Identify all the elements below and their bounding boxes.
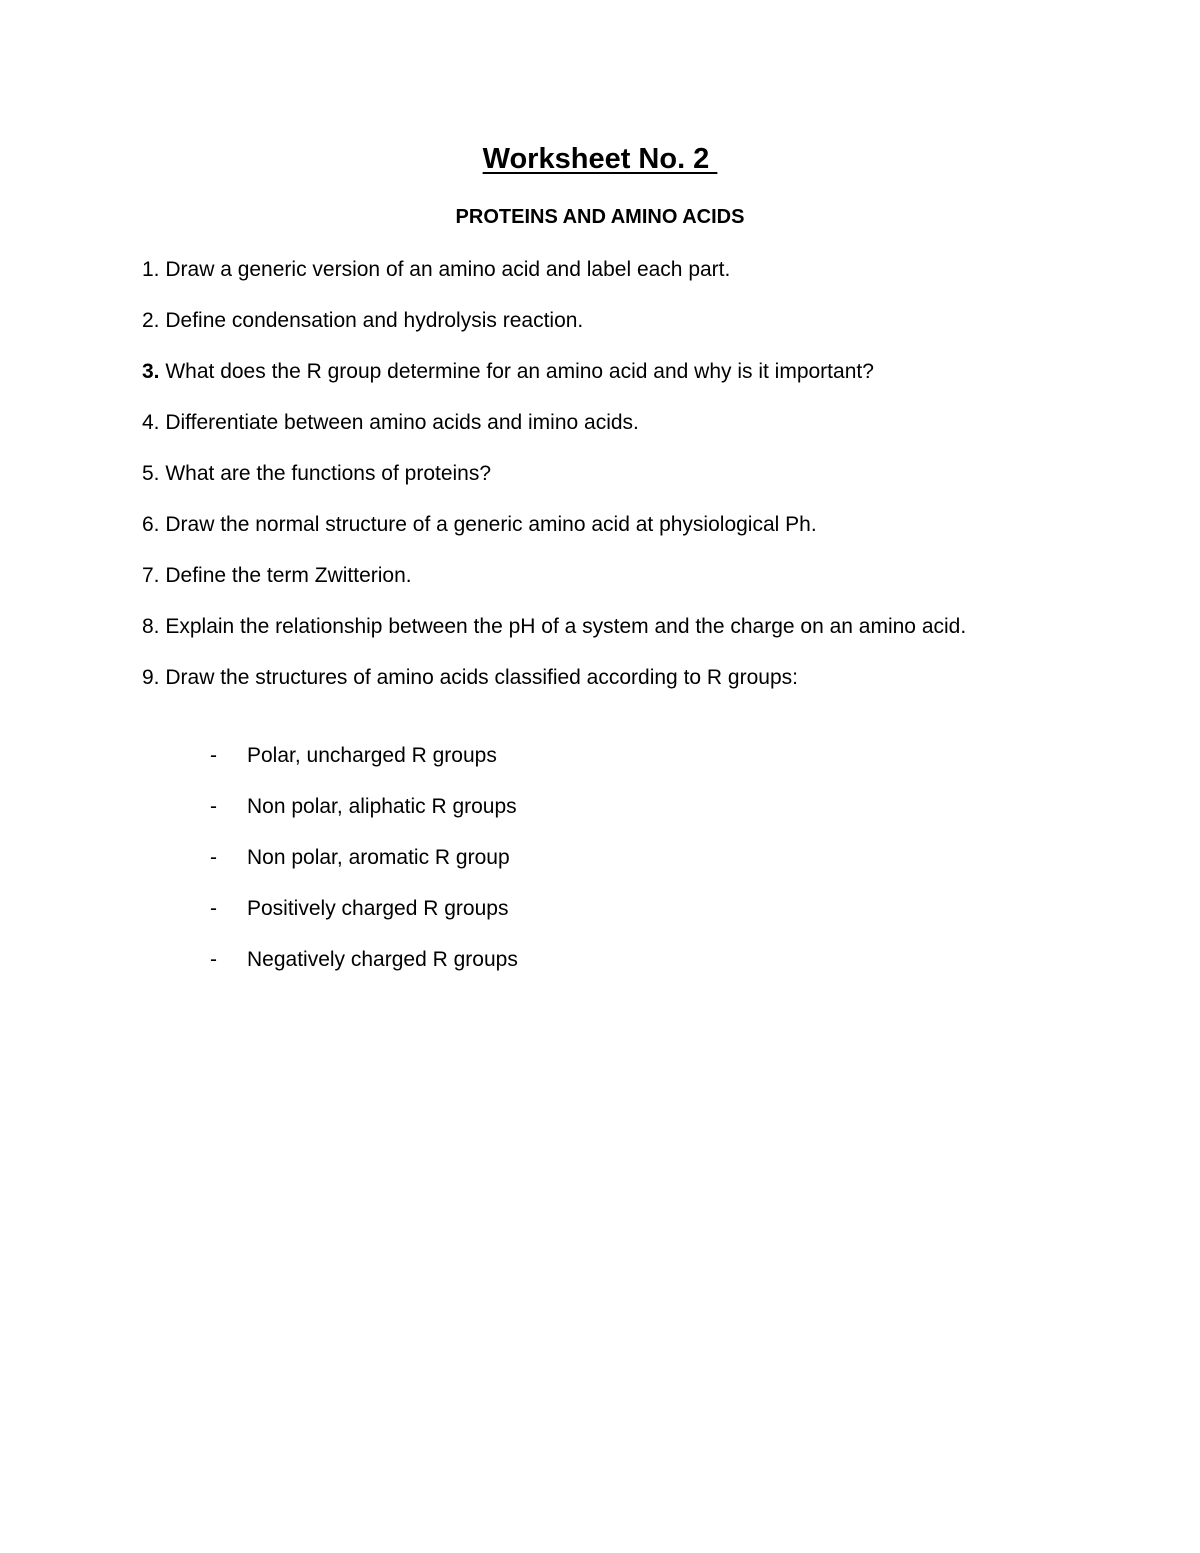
question-number: 5. xyxy=(142,462,160,485)
question-number: 3. xyxy=(142,360,160,383)
question-text: Define condensation and hydrolysis reaction. xyxy=(159,309,584,332)
question-1 xyxy=(142,254,1022,285)
worksheet-title: Worksheet No. 2 xyxy=(482,143,718,175)
r-group-list xyxy=(210,740,518,995)
question-number: 6. xyxy=(142,513,160,536)
question-8 xyxy=(142,611,1022,642)
dash-bullet: - xyxy=(210,795,217,818)
question-9 xyxy=(142,662,1022,693)
question-text: Draw the structures of amino acids classified according to R groups: xyxy=(159,666,798,689)
question-text: Differentiate between amino acids and imino acids. xyxy=(159,411,639,434)
question-list xyxy=(142,254,1022,713)
question-3 xyxy=(142,356,1022,387)
question-text: What does the R group determine for an amino acid and why is it important? xyxy=(159,360,874,383)
list-item-text: Positively charged R groups xyxy=(247,897,509,920)
question-text: Define the term Zwitterion. xyxy=(159,564,412,587)
list-item-text: Non polar, aromatic R group xyxy=(247,846,510,869)
list-item-text: Non polar, aliphatic R groups xyxy=(247,795,517,818)
question-7 xyxy=(142,560,1022,591)
list-item xyxy=(210,944,518,975)
list-item-text: Negatively charged R groups xyxy=(247,948,518,971)
question-number: 8. xyxy=(142,615,160,638)
question-text: What are the functions of proteins? xyxy=(159,462,492,485)
dash-bullet: - xyxy=(210,948,217,971)
list-item-text: Polar, uncharged R groups xyxy=(247,744,497,767)
list-item xyxy=(210,893,518,924)
question-text: Draw a generic version of an amino acid and label each part. xyxy=(159,258,731,281)
dash-bullet: - xyxy=(210,846,217,869)
question-6 xyxy=(142,509,1022,540)
question-2 xyxy=(142,305,1022,336)
question-number: 1. xyxy=(142,258,160,281)
question-number: 9. xyxy=(142,666,160,689)
list-item xyxy=(210,791,518,822)
list-item xyxy=(210,740,518,771)
question-text: Explain the relationship between the pH of a system and the charge on an amino acid. xyxy=(159,615,967,638)
question-text: Draw the normal structure of a generic amino acid at physiological Ph. xyxy=(159,513,817,536)
question-number: 4. xyxy=(142,411,160,434)
dash-bullet: - xyxy=(210,744,217,767)
dash-bullet: - xyxy=(210,897,217,920)
list-item xyxy=(210,842,518,873)
worksheet-subtitle: PROTEINS AND AMINO ACIDS xyxy=(455,206,745,228)
question-number: 2. xyxy=(142,309,160,332)
question-4 xyxy=(142,407,1022,438)
question-number: 7. xyxy=(142,564,160,587)
question-5 xyxy=(142,458,1022,489)
